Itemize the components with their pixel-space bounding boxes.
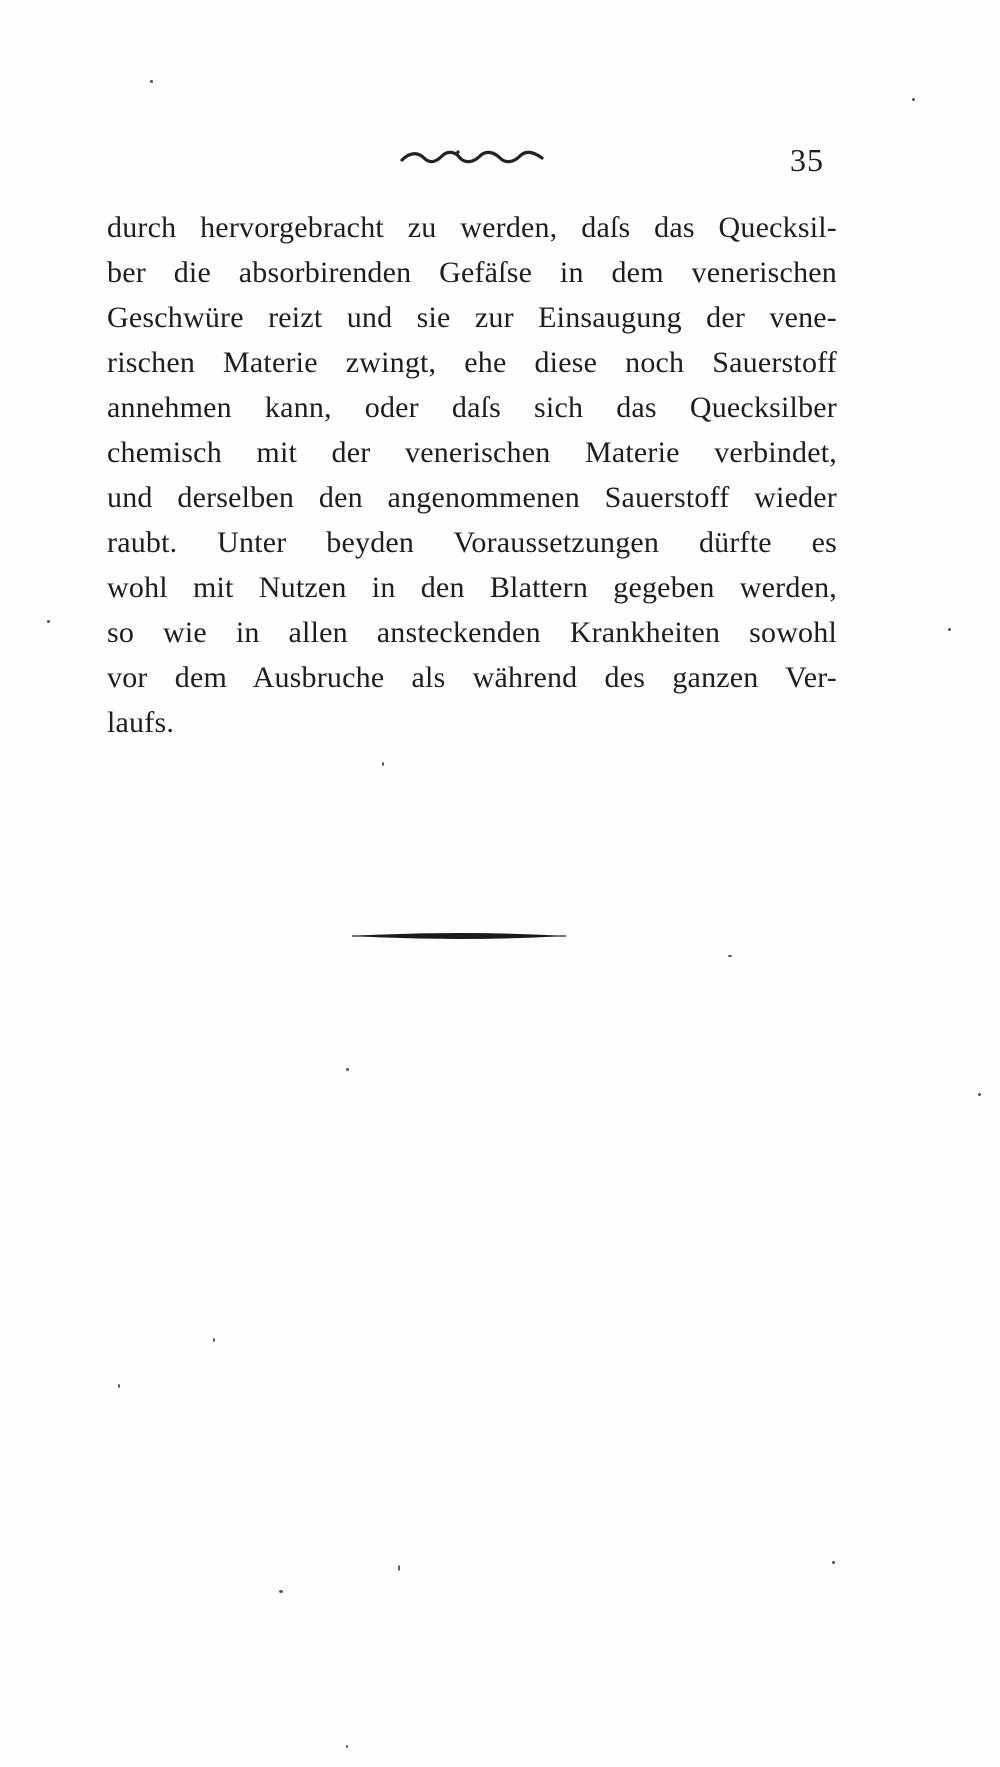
- paper-speck: [213, 1338, 215, 1342]
- text-line: und derselben den angenommenen Sauerstoff wieder: [107, 481, 837, 514]
- text-line: chemisch mit der venerischen Materie verbindet,: [107, 436, 837, 469]
- page-number: 35: [790, 142, 824, 178]
- text-line: durch hervorgebracht zu werden, daſs das Quecksil-: [107, 211, 837, 244]
- text-line: annehmen kann, oder daſs sich das Quecksilber: [107, 391, 837, 424]
- header-ornament: [400, 148, 550, 168]
- paper-speck: [346, 1068, 349, 1071]
- text-line: wohl mit Nutzen in den Blattern gegeben werden,: [107, 571, 837, 604]
- paper-speck: [382, 762, 384, 766]
- paper-speck: [47, 620, 50, 623]
- paper-speck: [398, 1565, 400, 1571]
- paper-speck: [832, 1561, 835, 1564]
- paper-speck: [346, 1745, 348, 1748]
- paper-speck: [728, 955, 732, 957]
- text-line: so wie in allen ansteckenden Krankheiten sowohl: [107, 616, 837, 649]
- text-line: vor dem Ausbruche als während des ganzen Ver-: [107, 661, 837, 694]
- text-line: Geschwüre reizt und sie zur Einsaugung der vene-: [107, 301, 837, 334]
- end-rule-divider: [352, 930, 566, 942]
- paper-speck: [978, 1093, 981, 1096]
- body-text: [107, 205, 837, 745]
- text-line: laufs.: [107, 706, 175, 739]
- text-line: ber die absorbirenden Gefäſse in dem venerischen: [107, 256, 837, 289]
- paper-speck: [912, 98, 915, 101]
- paper-speck: [118, 1384, 120, 1388]
- paper-speck: [948, 628, 951, 631]
- text-line: raubt. Unter beyden Voraussetzungen dürfte es: [107, 526, 837, 559]
- paper-speck: [279, 1590, 283, 1593]
- paper-speck: [150, 80, 153, 83]
- text-line: rischen Materie zwingt, ehe diese noch Sauerstoff: [107, 346, 837, 379]
